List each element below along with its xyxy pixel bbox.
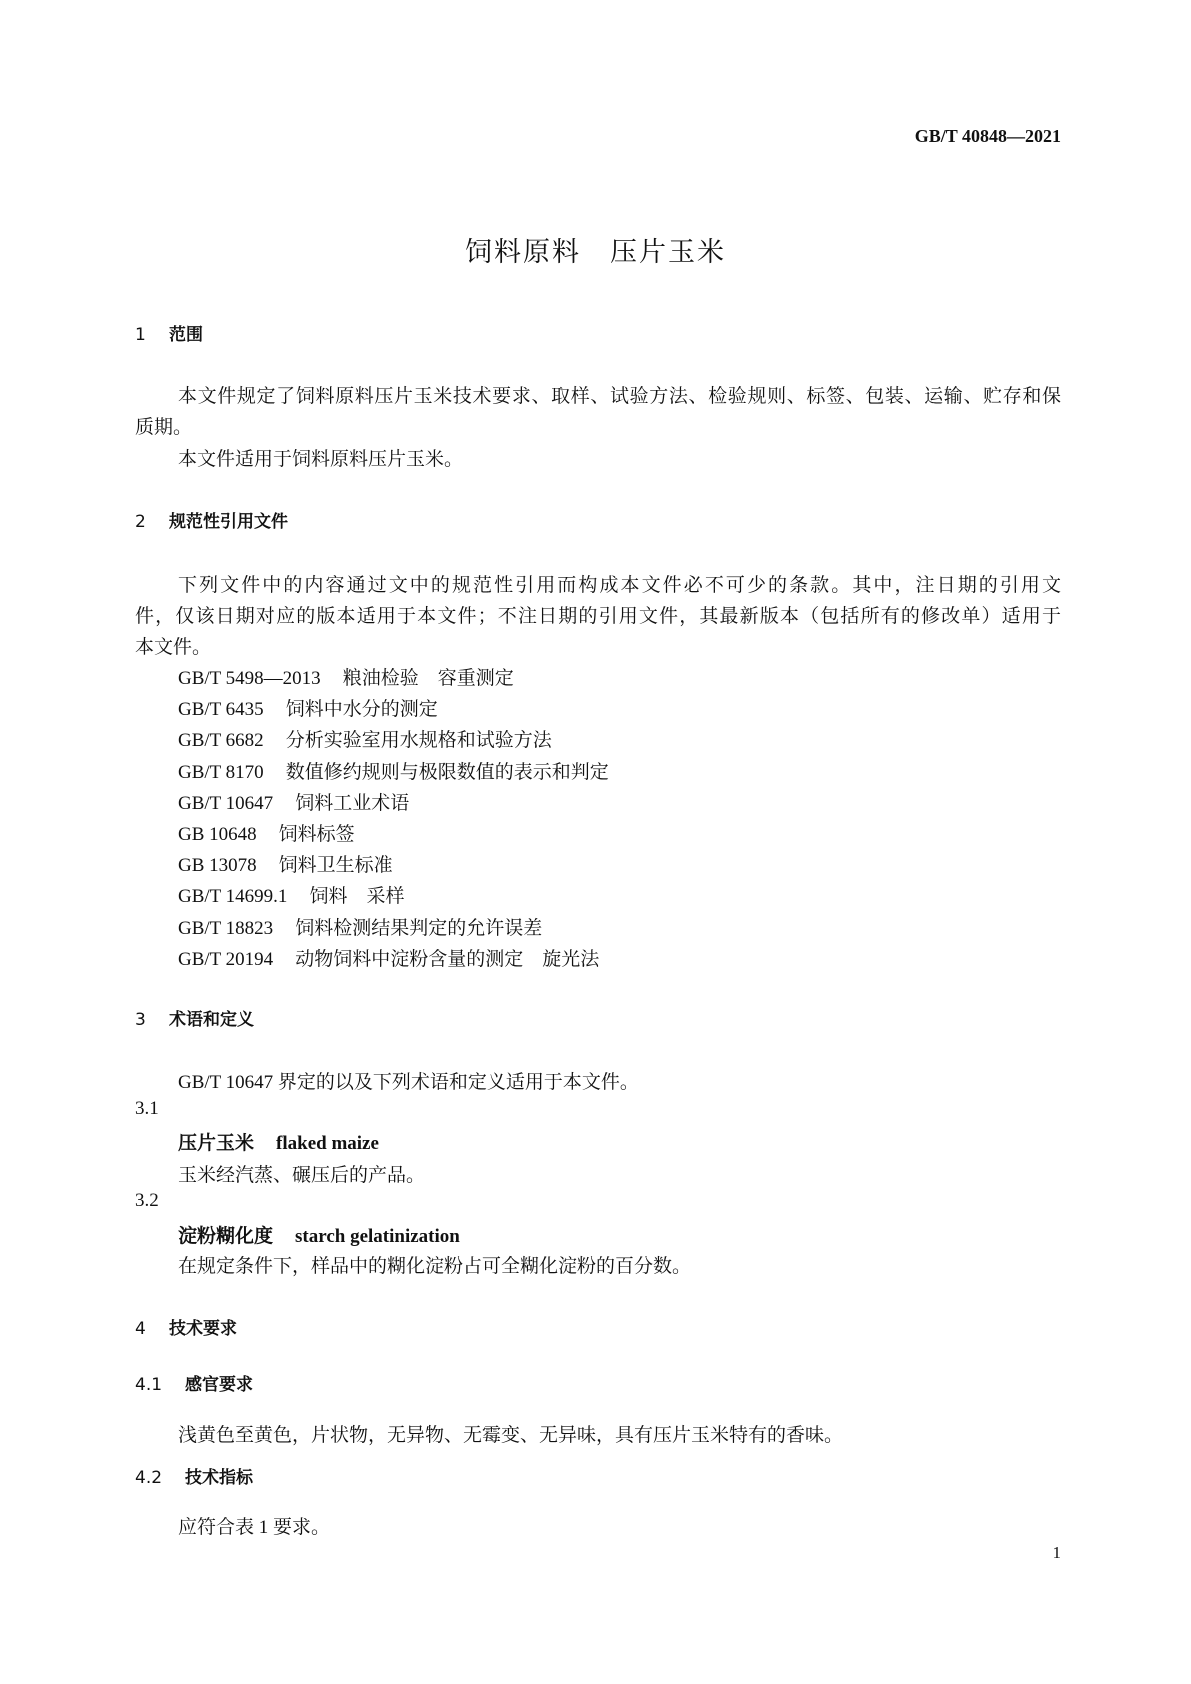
reference-title: 动物饲料中淀粉含量的测定 旋光法 <box>295 948 600 970</box>
reference-item <box>178 725 552 752</box>
reference-code: GB/T 5498—2013 <box>178 668 321 689</box>
section-title: 技术要求 <box>169 1319 237 1339</box>
reference-item <box>178 881 404 908</box>
reference-item <box>178 913 542 940</box>
references-paragraph-line: 件，仅该日期对应的版本适用于本文件；不注日期的引用文件，其最新版本（包括所有的修改单）适用于 <box>135 606 1061 627</box>
section-number: 4 <box>135 1319 146 1339</box>
reference-title: 数值修约规则与极限数值的表示和判定 <box>285 761 609 783</box>
reference-item <box>178 850 393 877</box>
section-4-2-heading <box>135 1463 253 1488</box>
section-1-heading <box>135 320 203 345</box>
term-definition: 在规定条件下，样品中的糊化淀粉占可全糊化淀粉的百分数。 <box>178 1256 692 1277</box>
reference-title: 分析实验室用水规格和试验方法 <box>285 730 552 752</box>
section-title: 范围 <box>169 325 203 345</box>
scope-paragraph-line: 本文件规定了饲料原料压片玉米技术要求、取样、试验方法、检验规则、标签、包装、运输、贮存和保 <box>178 386 1061 407</box>
reference-item <box>178 663 514 690</box>
section-title: 感官要求 <box>185 1375 253 1395</box>
section-4-heading <box>135 1314 237 1339</box>
reference-item <box>178 757 609 784</box>
reference-code: GB/T 6435 <box>178 699 264 721</box>
section-title: 技术指标 <box>185 1468 253 1488</box>
section-number: 3 <box>135 1010 146 1030</box>
reference-title: 饲料中水分的测定 <box>285 699 438 721</box>
term-en: starch gelatinization <box>295 1226 460 1247</box>
reference-item <box>178 944 599 971</box>
technical-indicators-text: 应符合表 1 要求。 <box>178 1517 331 1538</box>
section-4-1-heading <box>135 1370 253 1395</box>
section-title: 规范性引用文件 <box>169 512 288 532</box>
references-paragraph-line: 本文件。 <box>135 637 212 658</box>
page-number: 1 <box>1052 1543 1061 1562</box>
reference-code: GB/T 18823 <box>178 917 274 939</box>
section-number: 1 <box>135 325 146 345</box>
term-name <box>178 1221 460 1248</box>
section-title: 术语和定义 <box>169 1010 254 1030</box>
scope-paragraph: 本文件适用于饲料原料压片玉米。 <box>178 449 464 470</box>
term-en: flaked maize <box>276 1133 379 1154</box>
reference-title: 饲料工业术语 <box>295 792 410 814</box>
reference-item <box>178 788 409 815</box>
term-zh: 淀粉糊化度 <box>178 1226 274 1247</box>
section-number: 4.1 <box>135 1375 163 1395</box>
term-definition: 玉米经汽蒸、碾压后的产品。 <box>178 1165 426 1186</box>
term-number: 3.2 <box>135 1190 159 1211</box>
section-number: 2 <box>135 512 146 532</box>
term-number: 3.1 <box>135 1098 159 1119</box>
term-name <box>178 1128 379 1155</box>
reference-title: 饲料标签 <box>278 824 355 845</box>
reference-code: GB/T 8170 <box>178 761 264 783</box>
reference-code: GB/T 14699.1 <box>178 886 288 908</box>
page-title: 饲料原料 压片玉米 <box>465 237 726 268</box>
references-paragraph-line: 下列文件中的内容通过文中的规范性引用而构成本文件必不可少的条款。其中，注日期的引用文 <box>178 575 1061 596</box>
reference-title: 饲料检测结果判定的允许误差 <box>295 917 543 939</box>
term-zh: 压片玉米 <box>178 1133 255 1154</box>
reference-title: 粮油检验 容重测定 <box>342 668 514 689</box>
reference-title: 饲料 采样 <box>309 886 405 908</box>
section-2-heading <box>135 507 288 532</box>
section-number: 4.2 <box>135 1468 163 1488</box>
reference-item <box>178 694 438 721</box>
document-number: GB/T 40848—2021 <box>914 126 1061 146</box>
reference-item <box>178 819 355 846</box>
reference-code: GB/T 6682 <box>178 730 264 752</box>
reference-code: GB 10648 <box>178 824 257 845</box>
reference-code: GB 13078 <box>178 855 257 877</box>
scope-paragraph-line: 质期。 <box>135 417 193 438</box>
reference-code: GB/T 20194 <box>178 948 274 970</box>
sensory-requirements-text: 浅黄色至黄色，片状物，无异物、无霉变、无异味，具有压片玉米特有的香味。 <box>178 1425 844 1446</box>
section-3-heading <box>135 1005 254 1030</box>
reference-code: GB/T 10647 <box>178 792 274 814</box>
terms-intro: GB/T 10647 界定的以及下列术语和定义适用于本文件。 <box>178 1072 639 1093</box>
reference-title: 饲料卫生标准 <box>278 855 393 877</box>
